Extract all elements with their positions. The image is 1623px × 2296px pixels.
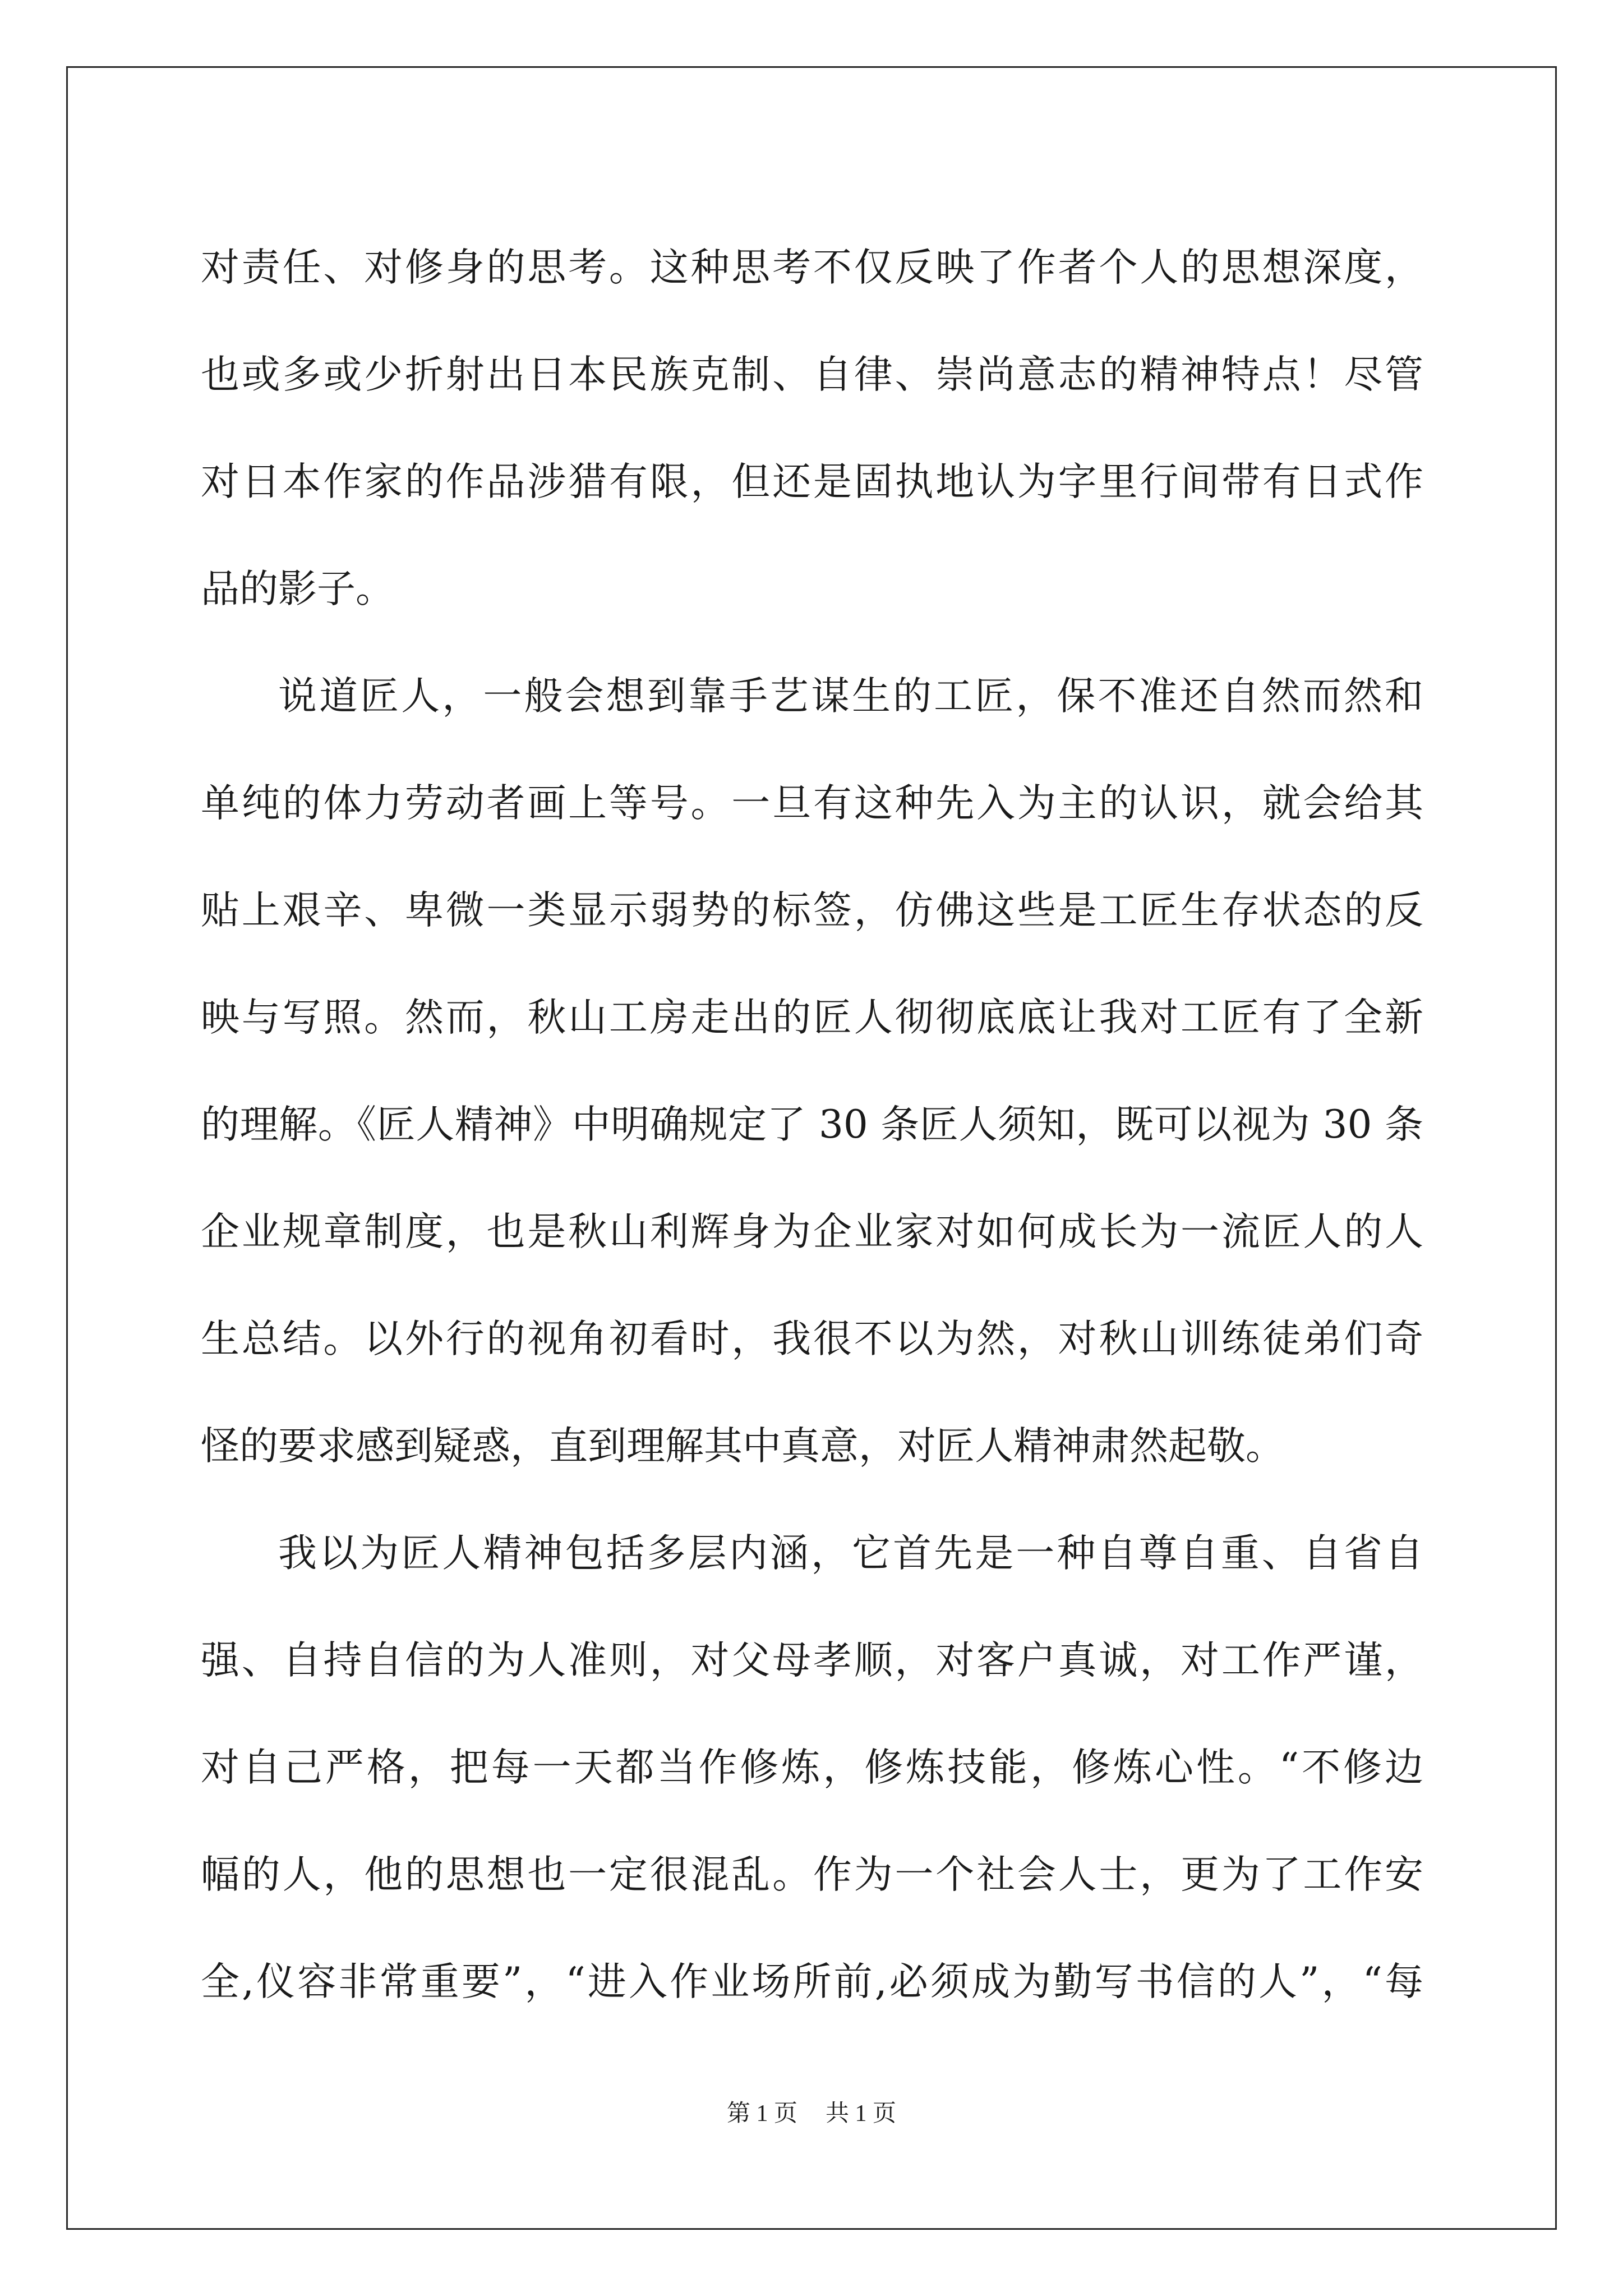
text-line: 强、自持自信的为人准则，对父母孝顺，对客户真诚，对工作严谨，	[201, 1638, 1423, 1683]
text-line: 怪的要求感到疑惑，直到理解其中真意，对匠人精神肃然起敬。	[201, 1424, 1284, 1469]
text-line: 对自己严格，把每一天都当作修炼，修炼技能，修炼心性。“不修边	[201, 1745, 1423, 1790]
text-line: 对日本作家的作品涉猎有限，但还是固执地认为字里行间带有日式作	[201, 459, 1423, 504]
page-footer	[0, 2097, 1623, 2131]
text-line: 对责任、对修身的思考。这种思考不仅反映了作者个人的思想深度，	[201, 245, 1423, 290]
text-line: 贴上艰辛、卑微一类显示弱势的标签，仿佛这些是工匠生存状态的反	[201, 888, 1423, 933]
document-body	[201, 214, 1423, 2036]
text-line: 的理解。《匠人精神》中明确规定了 30 条匠人须知，既可以视为 30 条	[201, 1102, 1423, 1147]
text-line: 映与写照。然而，秋山工房走出的匠人彻彻底底让我对工匠有了全新	[201, 995, 1423, 1040]
text-line: 生总结。以外行的视角初看时，我很不以为然，对秋山训练徒弟们奇	[201, 1317, 1423, 1361]
text-line: 也或多或少折射出日本民族克制、自律、崇尚意志的精神特点！尽管	[201, 352, 1423, 397]
text-line: 单纯的体力劳动者画上等号。一旦有这种先入为主的认识，就会给其	[201, 781, 1423, 826]
text-line: 品的影子。	[201, 567, 394, 611]
text-line: 幅的人，他的思想也一定很混乱。作为一个社会人士，更为了工作安	[201, 1852, 1423, 1897]
text-line: 说道匠人，一般会想到靠手艺谋生的工匠，保不准还自然而然和	[278, 674, 1423, 719]
text-line: 我以为匠人精神包括多层内涵，它首先是一种自尊自重、自省自	[278, 1531, 1423, 1576]
text-line: 企业规章制度，也是秋山利辉身为企业家对如何成长为一流匠人的人	[201, 1209, 1423, 1254]
text-line: 全,仪容非常重要”，“进入作业场所前,必须成为勤写书信的人”，“每	[201, 1959, 1423, 2004]
page-number: 第 1 页	[726, 2101, 797, 2127]
page-total: 共 1 页	[826, 2101, 897, 2127]
